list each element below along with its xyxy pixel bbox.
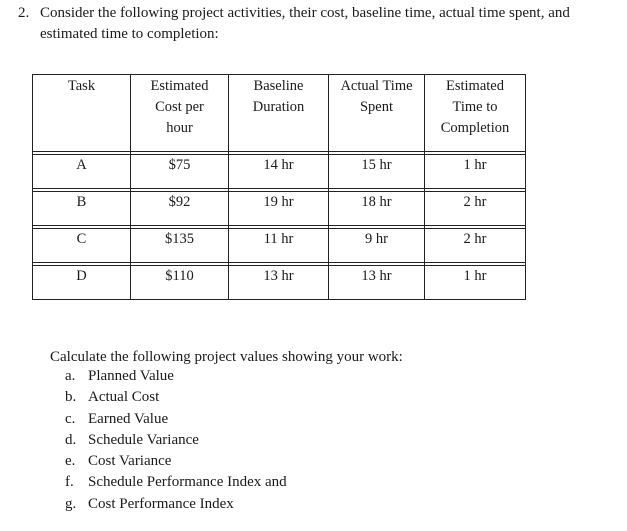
- header-line: Duration: [252, 99, 305, 115]
- cell-baseline: 13 hr: [229, 266, 329, 300]
- cell-cost: $92: [131, 192, 229, 226]
- table-header-row: [33, 75, 526, 152]
- list-item-text: Earned Value: [88, 410, 169, 427]
- cell-baseline: 14 hr: [229, 155, 329, 189]
- list-item: [65, 472, 287, 493]
- list-item-text: Planned Value: [88, 368, 174, 384]
- header-estimated-completion: [425, 75, 526, 152]
- cell-remaining: 2 hr: [425, 192, 526, 226]
- list-item: [65, 366, 287, 387]
- cell-task: C: [33, 229, 131, 263]
- list-marker: c.: [65, 410, 76, 427]
- list-marker: g.: [65, 495, 77, 512]
- list-item-text: Cost Variance: [88, 453, 172, 470]
- header-line: Time to: [452, 99, 498, 115]
- header-line: Spent: [359, 99, 394, 115]
- cell-cost: $135: [131, 229, 229, 263]
- header-baseline-duration: [229, 75, 329, 152]
- header-line: Completion: [440, 120, 510, 136]
- list-marker: e.: [65, 453, 76, 470]
- table-row: [33, 229, 526, 263]
- list-item: [65, 387, 287, 408]
- cell-cost: $75: [131, 155, 229, 189]
- cell-task: D: [33, 266, 131, 300]
- table-row: [33, 266, 526, 300]
- header-line: Cost per: [155, 99, 204, 115]
- list-item: [65, 430, 287, 451]
- header-line: Baseline: [253, 78, 304, 94]
- table-row: [33, 155, 526, 189]
- question-number: 2.: [18, 5, 30, 21]
- cell-actual: 18 hr: [329, 192, 425, 226]
- list-marker: f.: [65, 474, 74, 491]
- list-marker: a.: [65, 368, 76, 384]
- header-line: Estimated: [446, 78, 504, 94]
- instructions-text: Calculate the following project values showing your work:: [50, 349, 403, 365]
- cell-actual: 9 hr: [329, 229, 425, 263]
- cell-task: B: [33, 192, 131, 226]
- list-item: [65, 494, 287, 515]
- header-line: hour: [166, 120, 193, 136]
- list-item: [65, 409, 287, 430]
- cell-task: A: [33, 155, 131, 189]
- header-line: Actual Time: [340, 78, 413, 94]
- cell-actual: 13 hr: [329, 266, 425, 300]
- list-item-text: Cost Performance Index: [88, 495, 234, 512]
- project-activities-table: [32, 74, 526, 300]
- list-marker: b.: [65, 389, 77, 406]
- cell-remaining: 1 hr: [425, 266, 526, 300]
- question-text: Consider the following project activities, their cost, baseline time, actual time spent, and estimated time to completion:: [40, 5, 570, 42]
- cell-remaining: 1 hr: [425, 155, 526, 189]
- table-row: [33, 192, 526, 226]
- cell-baseline: 19 hr: [229, 192, 329, 226]
- calculation-list: [65, 366, 287, 515]
- header-actual-time: [329, 75, 425, 152]
- header-task: [33, 75, 131, 152]
- list-item: [65, 451, 287, 472]
- cell-baseline: 11 hr: [229, 229, 329, 263]
- header-line: Estimated: [150, 78, 209, 94]
- list-marker: d.: [65, 431, 77, 448]
- header-estimated-cost: [131, 75, 229, 152]
- list-item-text: Actual Cost: [88, 389, 160, 406]
- list-item-text: Schedule Variance: [88, 431, 199, 448]
- list-item-text: Schedule Performance Index and: [88, 474, 287, 491]
- header-line: Task: [67, 78, 96, 94]
- cell-actual: 15 hr: [329, 155, 425, 189]
- cell-remaining: 2 hr: [425, 229, 526, 263]
- cell-cost: $110: [131, 266, 229, 300]
